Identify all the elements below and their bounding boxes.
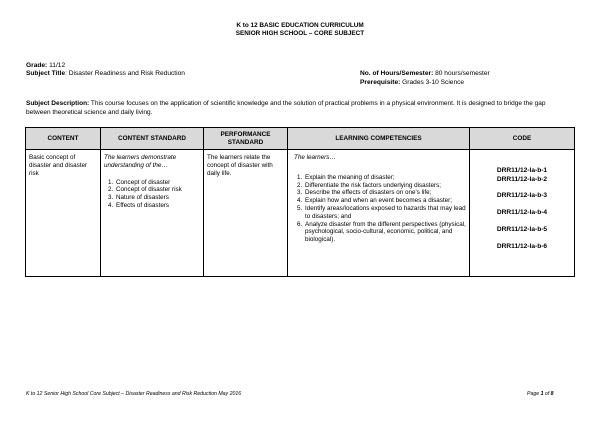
list-item: 3. Describe the effects of disasters on one's life; bbox=[304, 189, 466, 197]
grade-value: 11/12 bbox=[49, 62, 66, 69]
list-item: 1. Concept of disaster bbox=[115, 179, 200, 187]
learning-competencies-cell bbox=[288, 150, 470, 277]
list-item: 1. Explain the meaning of disaster; bbox=[304, 174, 466, 182]
content-cell: Basic concept of disaster and disaster risk bbox=[26, 150, 101, 277]
document-header bbox=[0, 22, 600, 38]
curriculum-table bbox=[25, 127, 575, 277]
subject-description bbox=[26, 99, 571, 117]
list-item: 5. Identify areas/locations exposed to hazards that may lead to disasters; and bbox=[304, 205, 466, 221]
header-line-2: SENIOR HIGH SCHOOL – CORE SUBJECT bbox=[235, 30, 365, 37]
competency-code: DRR11/12-Ia-b-3 bbox=[496, 192, 548, 199]
subject-title-label: Subject Title bbox=[26, 70, 66, 77]
list-item: 2. Differentiate the risk factors underlying disasters; bbox=[304, 182, 466, 190]
prerequisite-line bbox=[360, 79, 464, 88]
grade-label: Grade: bbox=[26, 62, 48, 69]
competency-code: DRR11/12-Ia-b-5 bbox=[496, 226, 548, 233]
content-standard-list bbox=[115, 179, 200, 210]
hours-label: No. of Hours/Semester: bbox=[360, 70, 434, 77]
hours-value: 80 hours/semester bbox=[435, 70, 490, 77]
header-line-1: K to 12 BASIC EDUCATION CURRICULUM bbox=[236, 22, 364, 29]
header-performance-standard: PERFORMANCE STANDARD bbox=[204, 128, 288, 150]
subject-title-value: : Disaster Readiness and Risk Reduction bbox=[65, 70, 185, 77]
competency-code: DRR11/12-Ia-b-4 bbox=[496, 209, 548, 216]
table-header-row bbox=[26, 128, 575, 150]
header-learning-competencies: LEARNING COMPETENCIES bbox=[288, 128, 470, 150]
list-item: 3. Nature of disasters bbox=[115, 194, 200, 202]
prerequisite-value: Grades 3-10 Science bbox=[402, 79, 465, 86]
table-row bbox=[26, 150, 575, 277]
hours-line bbox=[360, 70, 490, 79]
list-item: 2. Concept of disaster risk bbox=[115, 186, 200, 194]
list-item: 4. Explain how and when an event becomes a disaster; bbox=[304, 197, 466, 205]
page-current: 1 bbox=[540, 391, 544, 397]
competency-code: DRR11/12-Ia-b-1 bbox=[496, 167, 548, 174]
performance-standard-cell: The learners relate the concept of disaster with daily life. bbox=[204, 150, 288, 277]
subject-description-text: This course focuses on the application of scientific knowledge and the solution of practical problems in a physical environment. It is designed to bridge the gap between theoretical science and daily living. bbox=[26, 100, 546, 116]
subject-description-label: Subject Description: bbox=[26, 100, 90, 107]
list-item: 4. Effects of disasters bbox=[115, 202, 200, 210]
competencies-intro: The learners… bbox=[294, 154, 336, 161]
header-content-standard: CONTENT STANDARD bbox=[101, 128, 204, 150]
footer-title: K to 12 Senior High School Core Subject – Disaster Readiness and Risk Reduction May 2016 bbox=[26, 391, 242, 397]
list-item: 6. Analyze disaster from the different perspectives (physical, psychological, socio-cultural, economic, political, and biological). bbox=[304, 221, 466, 244]
code-cell bbox=[470, 150, 575, 277]
subject-title-line bbox=[26, 70, 185, 79]
prerequisite-label: Prerequisite: bbox=[360, 79, 401, 86]
page-number: Page 1 of 8 bbox=[527, 391, 554, 397]
competency-code: DRR11/12-Ia-b-2 bbox=[496, 176, 548, 183]
competency-code: DRR11/12-Ia-b-6 bbox=[496, 243, 548, 250]
competencies-list bbox=[304, 174, 466, 244]
content-standard-intro: The learners demonstrate understanding of the… bbox=[104, 154, 177, 169]
page-total: 8 bbox=[550, 391, 554, 397]
header-code: CODE bbox=[470, 128, 575, 150]
header-content: CONTENT bbox=[26, 128, 101, 150]
content-standard-cell bbox=[101, 150, 204, 277]
